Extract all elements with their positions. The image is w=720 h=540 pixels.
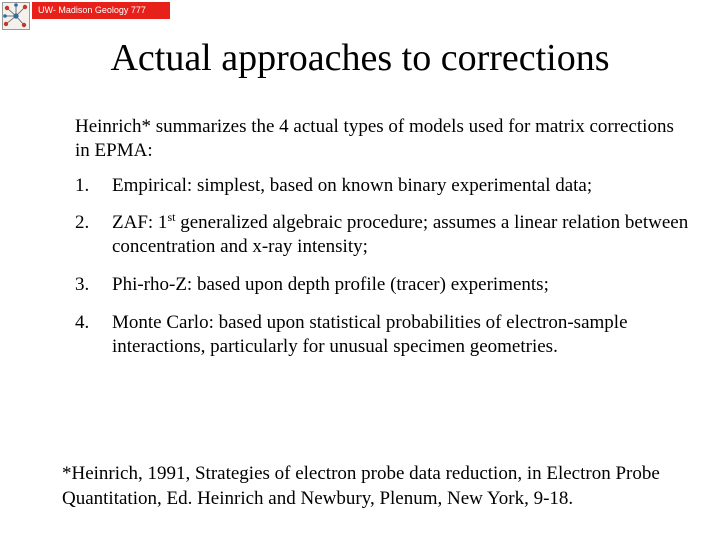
list-text [112, 211, 695, 259]
list-number: 2. [75, 212, 90, 233]
reference-footnote: *Heinrich, 1991, Strategies of electron probe data reduction, in Electron Probe Quantitation, Ed. Heinrich and Newbury, Plenum, New York, 9-18. [62, 463, 660, 509]
ordinal-superscript: st [167, 210, 176, 224]
slide-title: Actual approaches to corrections [110, 37, 610, 79]
list-number: 3. [75, 274, 90, 295]
model-list [75, 174, 695, 359]
list-text-rest: generalized algebraic procedure; assumes a linear relation between concentration and x-ray intensity; [112, 212, 689, 257]
crystal-structure-icon [2, 2, 30, 30]
list-text: Monte Carlo: based upon statistical probabilities of electron-sample interactions, particularly for unusual specimen geometries. [112, 312, 628, 357]
list-text: Phi-rho-Z: based upon depth profile (tracer) experiments; [112, 274, 549, 295]
list-number: 4. [75, 312, 90, 333]
list-item [75, 211, 695, 259]
list-number: 1. [75, 175, 90, 196]
intro-text: Heinrich* summarizes the 4 actual types of models used for matrix corrections in EPMA: [75, 116, 674, 161]
list-item [75, 311, 695, 359]
list-text: Empirical: simplest, based on known binary experimental data; [112, 175, 593, 196]
list-item [75, 174, 695, 198]
list-item [75, 273, 695, 297]
course-badge: UW- Madison Geology 777 [32, 2, 170, 19]
list-text-lead: ZAF: 1 [112, 212, 168, 233]
